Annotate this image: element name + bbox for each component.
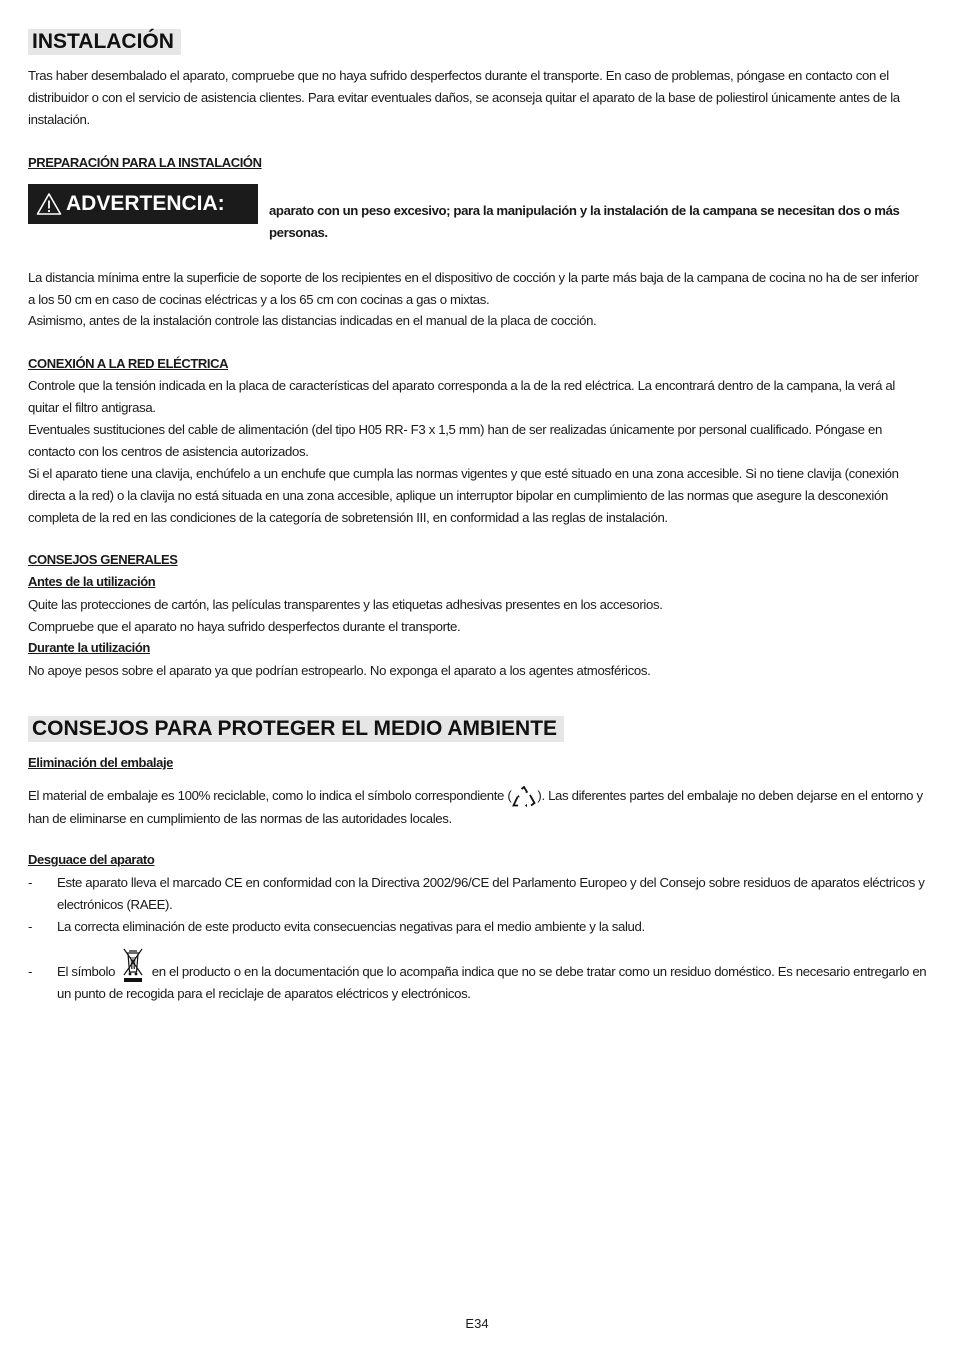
warning-text: aparato con un peso excesivo; para la manipulación y la instalación de la campana se necesitan dos o más personas. [269, 203, 900, 240]
warning-label: ADVERTENCIA: [66, 192, 225, 215]
warning-box [28, 184, 258, 224]
list-item-text [57, 961, 927, 1005]
eliminacion-text-after: ). Las diferentes partes del embalaje no deben dejarse en el entorno y han de eliminarse en cumplimiento de las normas de las autoridades locales. [28, 788, 923, 826]
list-dash: - [28, 919, 33, 934]
eliminacion-heading: Eliminación del embalaje [28, 755, 174, 770]
conexion-paragraph-3: Si el aparato tiene una clavija, enchúfelo a un enchufe que cumpla las normas vigentes y que esté situado en una zona accesible. Si no tiene clavija (conexión directa a la red) o la clavija no está situada en una zona accesible, aplique un interruptor bipolar en cumplimiento de las normas que asegure la desconexión completa de la red en las condiciones de la categoría de sobretensión III, en conformidad a las reglas de instalación. [28, 466, 899, 525]
desguace-heading: Desguace del aparato [28, 852, 155, 867]
list-dash: - [28, 875, 33, 890]
durante-paragraph: No apoye pesos sobre el aparato ya que podrían estropearlo. No exponga el aparato a los agentes atmosféricos. [28, 663, 651, 678]
antes-heading: Antes de la utilización [28, 574, 156, 589]
list-item-text: La correcta eliminación de este producto evita consecuencias negativas para el medio ambiente y la salud. [57, 919, 645, 934]
list-item-text: Este aparato lleva el marcado CE en conformidad con la Directiva 2002/96/CE del Parlamento Europeo y del Consejo sobre residuos de aparatos eléctricos y electrónicos (RAEE). [57, 875, 925, 912]
simbolo-text-after: en el producto o en la documentación que lo acompaña indica que no se debe tratar como un residuo doméstico. Es necesario entregarlo en un punto de recogida para el reciclaje de aparatos eléctricos y electrónicos. [57, 964, 927, 1001]
conexion-heading: CONEXIÓN A LA RED ELÉCTRICA [28, 356, 229, 371]
antes-paragraph-2: Compruebe que el aparato no haya sufrido desperfectos durante el transporte. [28, 619, 461, 634]
recycle-icon [511, 786, 537, 808]
distancia-paragraph: La distancia mínima entre la superficie de soporte de los recipientes en el dispositivo de cocción y la parte más baja de la campana de cocina no ha de ser inferior a los 50 cm en caso de cocinas eléctricas y a los 65 cm con cocinas a gas o mixtas. [28, 270, 919, 307]
asimismo-paragraph: Asimismo, antes de la instalación controle las distancias indicadas en el manual de la placa de cocción. [28, 313, 597, 328]
conexion-paragraph-2: Eventuales sustituciones del cable de alimentación (del tipo H05 RR- F3 x 1,5 mm) han de ser realizadas únicamente por personal cualificado. Póngase en contacto con los centros de asistencia autorizados. [28, 422, 882, 459]
intro-paragraph: Tras haber desembalado el aparato, compruebe que no haya sufrido desperfectos durante el transporte. En caso de problemas, póngase en contacto con el distribuidor o con el servicio de asistencia clientes. Para evitar eventuales daños, se aconseja quitar el aparato de la base de poliestirol únicamente antes de la instalación. [28, 68, 900, 127]
page-number: E34 [465, 1316, 489, 1331]
section-title-instalacion: INSTALACIÓN [28, 29, 181, 55]
eliminacion-paragraph [28, 785, 928, 829]
durante-heading: Durante la utilización [28, 640, 150, 655]
conexion-paragraph-1: Controle que la tensión indicada en la placa de características del aparato corresponda a la de la red eléctrica. La encontrará dentro de la campana, la verá al quitar el filtro antigrasa. [28, 378, 895, 415]
antes-paragraph-1: Quite las protecciones de cartón, las películas transparentes y las etiquetas adhesivas presentes en los accesorios. [28, 597, 663, 612]
consejos-heading: CONSEJOS GENERALES [28, 552, 178, 567]
section-title-medio-ambiente: CONSEJOS PARA PROTEGER EL MEDIO AMBIENTE [28, 716, 564, 742]
eliminacion-text-before: El material de embalaje es 100% reciclable, como lo indica el símbolo correspondiente ( [28, 788, 512, 803]
list-dash: - [28, 964, 33, 979]
preparacion-heading: PREPARACIÓN PARA LA INSTALACIÓN [28, 155, 262, 170]
crossed-bin-icon [120, 947, 146, 983]
simbolo-text-before: El símbolo [57, 964, 116, 979]
warning-triangle-icon [36, 192, 62, 216]
